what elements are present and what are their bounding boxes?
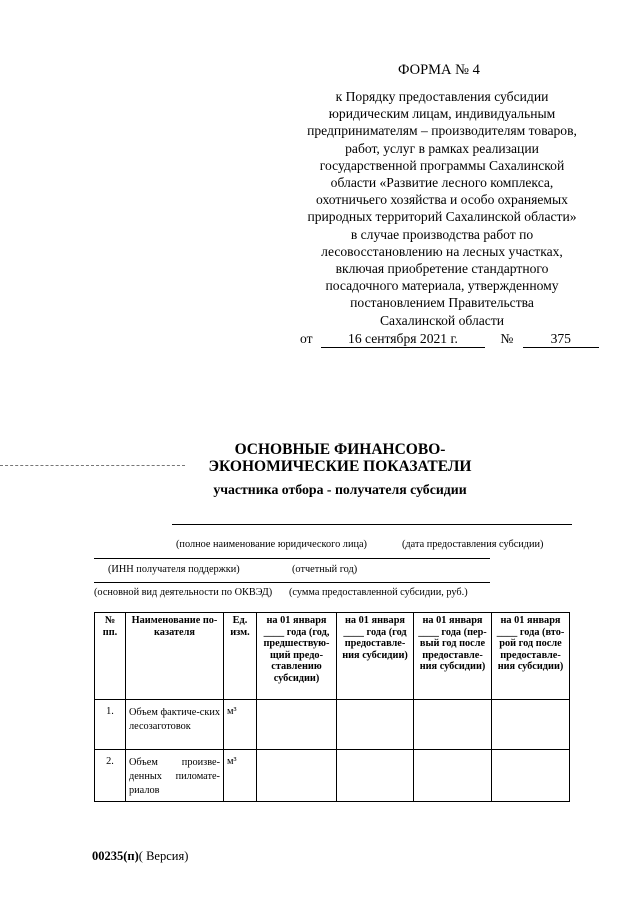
header-num: № пп. xyxy=(95,613,126,700)
row-cell-year-grant[interactable] xyxy=(337,700,414,750)
annex-text xyxy=(286,88,598,329)
decree-number-label: № xyxy=(500,331,514,346)
decree-number: 375 xyxy=(523,331,599,348)
annex-line: работ, услуг в рамках реализации xyxy=(345,140,539,156)
header-indicator: Наименование по-казателя xyxy=(126,613,224,700)
table-row xyxy=(95,700,570,750)
row-unit: м³ xyxy=(224,750,257,802)
annex-line: к Порядку предоставления субсидии xyxy=(335,89,549,104)
subsidy-sum-caption: (сумма предоставленной субсидии, руб.) xyxy=(289,587,468,598)
annex-line: охотничьего хозяйства и особо охраняемых xyxy=(316,192,568,208)
annex-line: лесовосстановлению на лесных участках, xyxy=(321,243,563,259)
annex-line: предпринимателям – производителям товаров, xyxy=(307,123,577,139)
annex-line: включая приобретение стандартного xyxy=(335,261,549,277)
annex-line: постановлением Правительства xyxy=(350,295,534,311)
indicators-table xyxy=(94,612,570,802)
row-cell-year-before[interactable] xyxy=(257,750,337,802)
row-indicator-name: Объем произве-денных пиломате-риалов xyxy=(126,750,224,802)
decree-line xyxy=(300,331,599,348)
row-cell-year-after-2[interactable] xyxy=(492,750,570,802)
table-row xyxy=(95,750,570,802)
row-number: 1. xyxy=(95,700,126,750)
inn-year-line xyxy=(94,558,490,559)
footer-code: 00235(п) xyxy=(92,849,139,863)
legal-name-caption: (полное наименование юридического лица) xyxy=(176,539,367,550)
annex-line: области «Развитие лесного комплекса, xyxy=(330,175,554,191)
header-year-grant: на 01 января ____ года (год предоставле-ния субсидии) xyxy=(337,613,414,700)
header-unit: Ед. изм. xyxy=(224,613,257,700)
page-title-line-1: ОСНОВНЫЕ ФИНАНСОВО- xyxy=(234,441,446,458)
row-cell-year-grant[interactable] xyxy=(337,750,414,802)
row-number: 2. xyxy=(95,750,126,802)
page-subtitle: участника отбора - получателя субсидии xyxy=(213,482,467,497)
annex-line: посадочного материала, утвержденному xyxy=(325,278,559,294)
header-year-after-1: на 01 января ____ года (пер-вый год после предоставле-ния субсидии) xyxy=(414,613,492,700)
legal-name-line xyxy=(172,524,572,525)
document-footer xyxy=(92,849,188,864)
table-header-row xyxy=(95,613,570,700)
annex-line: юридическим лицам, индивидуальным xyxy=(328,106,556,122)
row-unit: м³ xyxy=(224,700,257,750)
okved-sum-line xyxy=(94,582,490,583)
footer-version: ( Версия) xyxy=(138,849,189,863)
annex-line: природных территорий Сахалинской области» xyxy=(307,209,577,225)
row-cell-year-before[interactable] xyxy=(257,700,337,750)
page-title-line-2: ЭКОНОМИЧЕСКИЕ ПОКАЗАТЕЛИ xyxy=(208,458,472,475)
annex-line: Сахалинской области xyxy=(379,312,505,328)
row-cell-year-after-2[interactable] xyxy=(492,700,570,750)
decree-from-label: от xyxy=(300,331,313,346)
form-title: ФОРМА № 4 xyxy=(398,62,480,78)
header-year-after-2: на 01 января ____ года (вто-рой год после предоставле-ния субсидии) xyxy=(492,613,570,700)
row-cell-year-after-1[interactable] xyxy=(414,700,492,750)
report-year-caption: (отчетный год) xyxy=(292,564,358,575)
okved-caption: (основной вид деятельности по ОКВЭД) xyxy=(94,587,273,598)
annex-line: государственной программы Сахалинской xyxy=(319,157,565,173)
annex-line: в случае производства работ по xyxy=(350,226,534,242)
grant-date-caption: (дата предоставления субсидии) xyxy=(402,539,544,550)
decree-date: 16 сентября 2021 г. xyxy=(321,331,485,348)
row-cell-year-after-1[interactable] xyxy=(414,750,492,802)
inn-caption: (ИНН получателя поддержки) xyxy=(108,564,240,575)
row-indicator-name: Объем фактиче-ских лесозаготовок xyxy=(126,700,224,750)
header-year-before: на 01 января ____ года (год, предшествую-щий предо-ставлению субсидии) xyxy=(257,613,337,700)
page-title xyxy=(150,441,530,475)
